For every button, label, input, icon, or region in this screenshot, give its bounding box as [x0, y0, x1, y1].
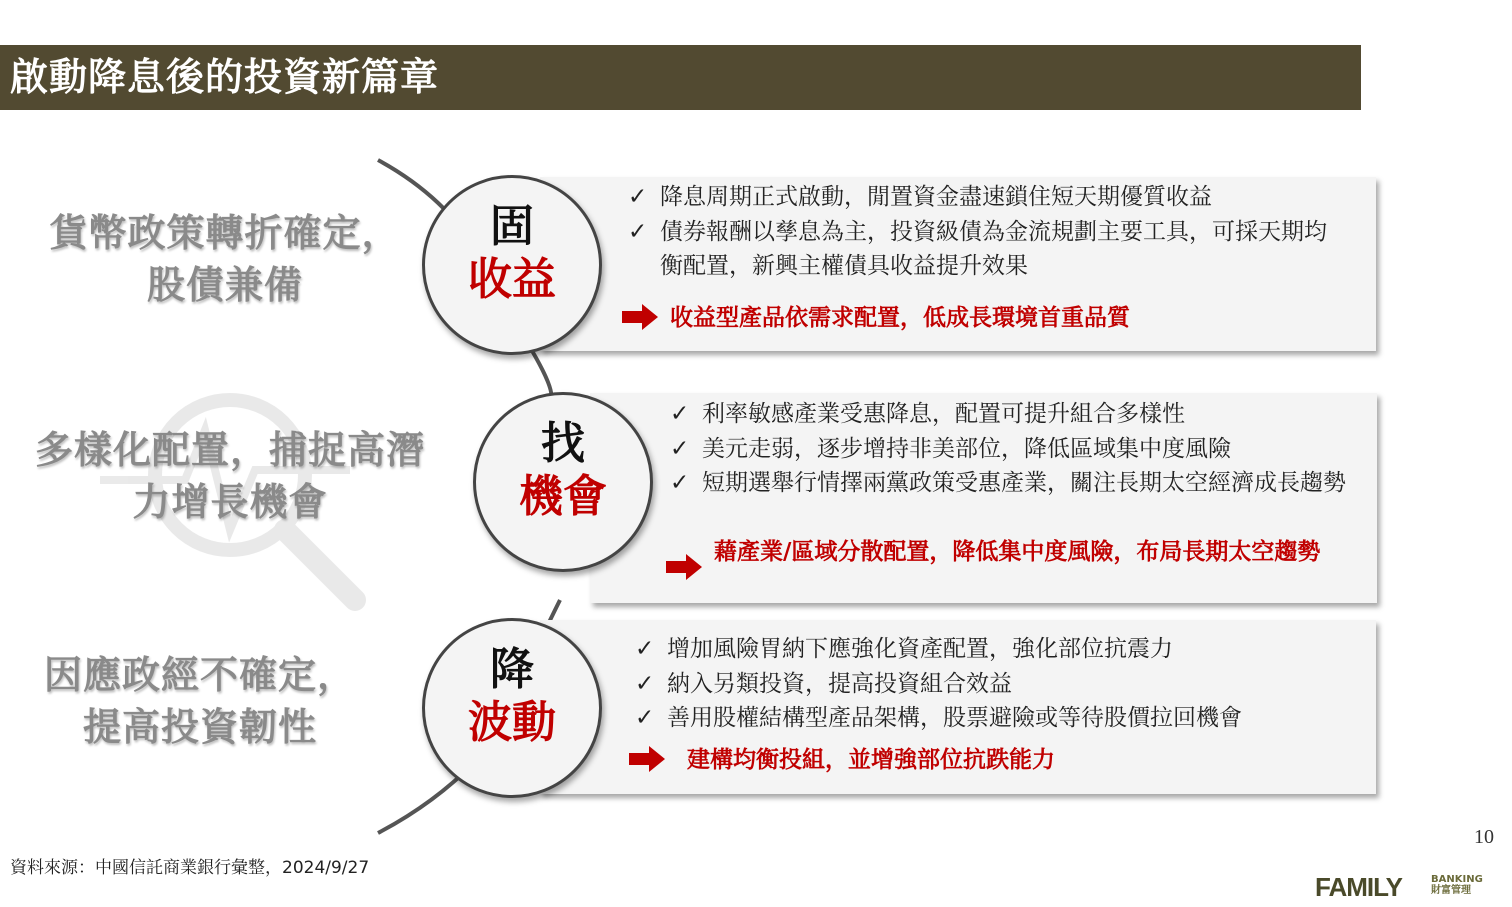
right-arrow-icon: [629, 746, 665, 772]
page-number: 10: [1474, 826, 1494, 848]
section3-heading: 因應政經不確定， 提高投資韌性: [43, 653, 356, 749]
section3-circle: 降 波動: [422, 618, 602, 798]
check-icon: ✓: [670, 401, 690, 427]
section1-circle: 固 收益: [422, 175, 602, 355]
check-icon: ✓: [635, 705, 655, 731]
check-icon: ✓: [628, 184, 648, 210]
list-item: ✓ 短期選舉行情擇兩黨政策受惠產業，關注長期太空經濟成長趨勢: [670, 466, 1350, 501]
list-item: ✓ 增加風險胃納下應強化資產配置，強化部位抗震力: [635, 632, 1355, 667]
section2-conclusion: 藉產業/區域分散配置，降低集中度風險，布局長期太空趨勢: [666, 536, 1371, 568]
page-title: 啟動降息後的投資新篇章: [0, 45, 1361, 110]
list-item: ✓ 債券報酬以孳息為主，投資級債為金流規劃主要工具，可採天期均衡配置，新興主權債具收益提升效果: [628, 215, 1348, 284]
list-item: ✓ 利率敏感產業受惠降息，配置可提升組合多樣性: [670, 397, 1350, 432]
check-icon: ✓: [628, 218, 648, 245]
list-item: ✓ 美元走弱，逐步增持非美部位，降低區域集中度風險: [670, 432, 1350, 467]
section3-bullets: [635, 632, 1355, 736]
right-arrow-icon: [622, 304, 658, 330]
section1-bullets: [628, 180, 1348, 284]
section1-conclusion: 收益型產品依需求配置，低成長環境首重品質: [622, 302, 1322, 334]
check-icon: ✓: [635, 636, 655, 662]
section3-conclusion: 建構均衡投組，並增強部位抗跌能力: [629, 744, 1329, 776]
section1-heading: 貨幣政策轉折確定， 股債兼備: [49, 211, 401, 307]
check-icon: ✓: [670, 470, 690, 496]
section2-circle: 找 機會: [473, 392, 653, 572]
right-arrow-icon: [666, 554, 702, 580]
list-item: ✓ 納入另類投資，提高投資組合效益: [635, 667, 1355, 702]
source-note: 資料來源：中國信託商業銀行彙整，2024/9/27: [10, 858, 370, 878]
list-item: ✓ 善用股權結構型產品架構，股票避險或等待股價拉回機會: [635, 701, 1355, 736]
section2-bullets: [670, 397, 1350, 501]
check-icon: ✓: [670, 435, 690, 462]
section2-heading: 多樣化配置，捕捉高潛 力增長機會: [34, 428, 425, 524]
list-item: ✓ 降息周期正式啟動，閒置資金盡速鎖住短天期優質收益: [628, 180, 1348, 215]
family-banking-logo: FAMILY BANKING 財富管理: [1315, 872, 1483, 902]
check-icon: ✓: [635, 670, 655, 697]
